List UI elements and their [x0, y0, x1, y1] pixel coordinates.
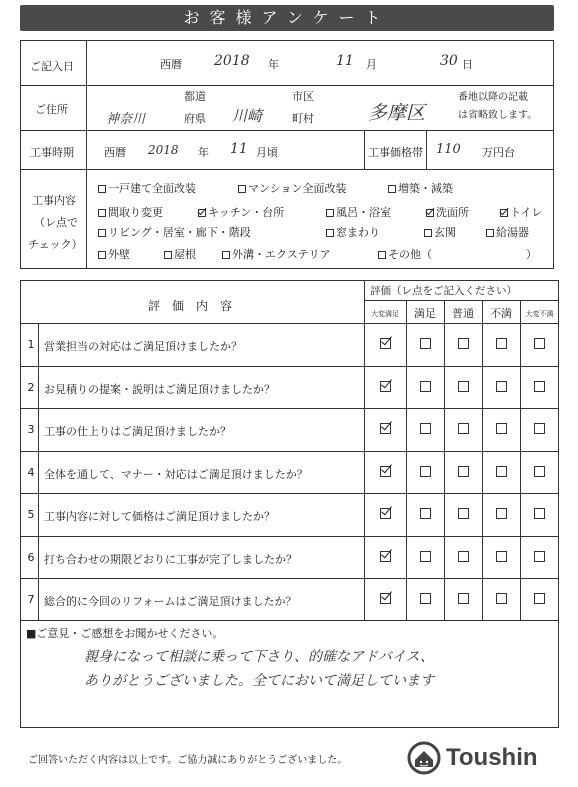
work-option-label: マンション全面改装 [248, 182, 347, 195]
entry-date-year[interactable]: 2018 [214, 53, 250, 69]
footer-text: ご回答いただく内容は以上です。ご協力誠にありがとうございました。 [28, 755, 348, 766]
checkbox-icon[interactable] [496, 508, 507, 519]
checked-box-icon[interactable] [426, 209, 434, 217]
work-option-label: 窓まわり [336, 226, 380, 239]
grid-line [20, 408, 559, 409]
work-option[interactable] [388, 180, 453, 196]
question-text: お見積りの提案・説明はご満足頂けましたか？ [44, 382, 275, 396]
period-row [20, 130, 554, 170]
checkbox-icon[interactable] [164, 251, 172, 259]
city-bottom: 町村 [292, 112, 314, 125]
comments-label: ■ご意見・ご感想をお聞かせください。 [26, 627, 224, 640]
rating-column-header: 大変満足 [371, 310, 399, 318]
city-value[interactable]: 川崎 [232, 107, 263, 125]
work-option[interactable] [98, 224, 251, 240]
grid-line [38, 366, 39, 409]
work-option-label: その他（ [388, 248, 432, 261]
question-text: 工事の仕上りはご満足頂けましたか？ [44, 425, 231, 438]
grid-line [38, 451, 39, 494]
question-number: 3 [27, 423, 35, 436]
period-era: 西暦 [104, 146, 126, 159]
grid-line [38, 493, 39, 536]
question-text: 工事内容に対して価格はご満足頂けましたか？ [44, 510, 275, 523]
pref-top: 都道 [184, 90, 206, 103]
entry-date-label: ご記入日 [30, 60, 74, 73]
work-option-label: 玄関 [434, 226, 456, 239]
address-label: ご住所 [35, 103, 68, 116]
work-option[interactable] [426, 204, 469, 220]
question-number: 2 [27, 380, 35, 394]
checkbox-icon[interactable] [534, 593, 545, 604]
checkbox-icon[interactable] [420, 338, 431, 349]
checked-box-icon[interactable] [380, 423, 391, 434]
checkbox-icon[interactable] [534, 466, 545, 477]
checkbox-icon[interactable] [420, 508, 431, 519]
work-option[interactable] [424, 224, 456, 240]
rating-column-header: 満足 [414, 307, 436, 320]
checkbox-icon[interactable] [98, 209, 106, 217]
work-option[interactable] [198, 204, 284, 220]
work-option[interactable] [378, 246, 432, 262]
grid-line [38, 578, 39, 621]
checkbox-icon[interactable] [458, 423, 469, 434]
work-label-1: 工事内容 [32, 194, 76, 207]
work-option-label: 屋根 [174, 248, 196, 261]
address-note-1: 番地以降の記載 [458, 92, 528, 103]
work-option-label: 外溝・エクステリア [232, 248, 331, 261]
checkbox-icon[interactable] [534, 381, 545, 392]
work-option[interactable] [238, 180, 347, 196]
checkbox-icon[interactable] [388, 185, 396, 193]
checkbox-icon[interactable] [424, 229, 432, 237]
grid-line [20, 578, 559, 579]
entry-date-month-unit: 月 [366, 58, 377, 71]
work-option[interactable] [98, 180, 196, 196]
rating-header: 評価（レ点をご記入ください） [370, 285, 517, 297]
checkbox-icon[interactable] [534, 423, 545, 434]
work-option[interactable] [500, 204, 542, 220]
grid-line [38, 536, 39, 579]
checkbox-icon[interactable] [496, 423, 507, 434]
question-number: 5 [27, 508, 35, 521]
grid-line [20, 493, 559, 494]
work-option-label: キッチン・台所 [208, 206, 285, 219]
price-value[interactable]: 110 [436, 142, 461, 157]
work-option-label: トイレ [510, 206, 543, 219]
checkbox-icon[interactable] [496, 593, 507, 604]
entry-date-year-unit: 年 [268, 58, 279, 71]
question-text: 総合的に今回のリフォームはご満足頂けましたか？ [44, 595, 297, 608]
work-option[interactable] [98, 204, 163, 220]
entry-date-era: 西暦 [160, 58, 182, 71]
work-label-2: （レ点で [34, 216, 78, 229]
checked-box-icon[interactable] [500, 209, 508, 217]
work-option[interactable] [486, 224, 529, 240]
checkbox-icon[interactable] [238, 185, 246, 193]
checkbox-icon[interactable] [496, 338, 507, 349]
checkbox-icon[interactable] [496, 551, 507, 562]
question-number: 1 [27, 338, 35, 351]
comments-line-1[interactable]: 親身になって相談に乗って下さり、的確なアドバイス、 [84, 649, 434, 665]
grid-line [38, 408, 39, 451]
checkbox-icon[interactable] [496, 381, 507, 392]
grid-line [20, 451, 559, 452]
price-label: 工事価格帯 [368, 146, 423, 159]
checkbox-icon[interactable] [496, 466, 507, 477]
work-option[interactable] [98, 246, 130, 262]
grid-line [20, 536, 559, 537]
address-note-2: は省略致します。 [458, 110, 538, 121]
work-option-label: リビング・居室・廊下・階段 [108, 226, 251, 239]
pref-value[interactable]: 神奈川 [106, 112, 146, 127]
content-header: 評 価 内 容 [148, 299, 233, 313]
grid-line [520, 300, 521, 621]
grid-line [482, 300, 483, 621]
city-top: 市区 [292, 90, 314, 103]
entry-date-day-unit: 日 [462, 58, 473, 71]
checked-box-icon[interactable] [380, 381, 391, 392]
grid-line [444, 300, 445, 621]
checkbox-icon[interactable] [486, 229, 494, 237]
entry-date-row [20, 40, 554, 86]
work-option-label: 増築・減築 [398, 182, 453, 195]
checked-box-icon[interactable] [380, 551, 391, 562]
pref-bottom: 府県 [184, 112, 206, 125]
period-year-unit: 年 [198, 146, 209, 159]
period-month-unit: 月頃 [256, 146, 278, 159]
checkbox-icon[interactable] [326, 209, 334, 217]
brand-name: Toushin [446, 744, 538, 771]
checkbox-icon[interactable] [458, 381, 469, 392]
checkbox-icon[interactable] [458, 551, 469, 562]
checkbox-icon[interactable] [98, 229, 106, 237]
checked-box-icon[interactable] [380, 466, 391, 477]
question-number: 7 [27, 593, 35, 606]
grid-line [38, 323, 39, 366]
work-option[interactable] [326, 204, 391, 220]
grid-line [364, 300, 559, 301]
entry-date-month[interactable]: 11 [336, 53, 354, 69]
grid-line [20, 323, 559, 324]
grid-line [406, 300, 407, 621]
checkbox-icon[interactable] [420, 381, 431, 392]
checkbox-icon[interactable] [458, 508, 469, 519]
period-label: 工事時期 [30, 146, 74, 159]
house-logo-icon [406, 740, 442, 776]
checkbox-icon[interactable] [534, 338, 545, 349]
ward-value[interactable]: 多摩区 [368, 102, 426, 124]
checked-box-icon[interactable] [380, 338, 391, 349]
checkbox-icon[interactable] [534, 508, 545, 519]
checked-box-icon[interactable] [380, 593, 391, 604]
checkbox-icon[interactable] [420, 593, 431, 604]
work-option-label: 間取り変更 [108, 206, 163, 219]
question-number: 4 [27, 465, 35, 479]
checkbox-icon[interactable] [458, 593, 469, 604]
comments-line-2[interactable]: ありがとうございました。全てにおいて満足しています [84, 673, 434, 689]
checked-box-icon[interactable] [380, 508, 391, 519]
question-text: 全体を通して、マナー・対応はご満足頂けましたか？ [44, 467, 308, 481]
work-option-label: 一戸建て全面改装 [108, 182, 196, 195]
rating-column-header: 大変不満 [525, 310, 554, 318]
work-option[interactable] [222, 246, 331, 262]
other-close-paren: ） [526, 248, 537, 261]
survey-title: お客様アンケート [20, 5, 554, 31]
work-option-label: 外壁 [108, 248, 130, 261]
checkbox-icon[interactable] [458, 466, 469, 477]
checkbox-icon[interactable] [420, 423, 431, 434]
checkbox-icon[interactable] [420, 551, 431, 562]
work-option-label: 給湯器 [496, 226, 529, 239]
question-text: 打ち合わせの期限どおりに工事が完了しましたか？ [44, 552, 297, 566]
checkbox-icon[interactable] [534, 551, 545, 562]
price-unit: 万円台 [482, 146, 515, 159]
grid-line [20, 366, 559, 367]
period-year[interactable]: 2018 [148, 143, 179, 157]
checkbox-icon[interactable] [420, 466, 431, 477]
checkbox-icon[interactable] [222, 251, 230, 259]
work-option-label: 風呂・浴室 [336, 206, 391, 219]
work-option-label: 洗面所 [436, 206, 469, 219]
work-option[interactable] [326, 224, 380, 240]
question-text: 営業担当の対応はご満足頂けましたか？ [44, 340, 242, 353]
rating-column-header: 普通 [452, 307, 474, 320]
brand-logo [406, 740, 442, 776]
checkbox-icon[interactable] [98, 185, 106, 193]
entry-date-day[interactable]: 30 [440, 53, 458, 69]
checkbox-icon[interactable] [458, 338, 469, 349]
checkbox-icon[interactable] [378, 251, 386, 259]
question-number: 6 [27, 550, 35, 564]
period-month[interactable]: 11 [230, 141, 248, 157]
checked-box-icon[interactable] [198, 209, 206, 217]
work-option[interactable] [164, 246, 196, 262]
work-label-3: チェック） [28, 238, 83, 251]
checkbox-icon[interactable] [326, 229, 334, 237]
rating-column-header: 不満 [490, 307, 512, 320]
checkbox-icon[interactable] [98, 251, 106, 259]
